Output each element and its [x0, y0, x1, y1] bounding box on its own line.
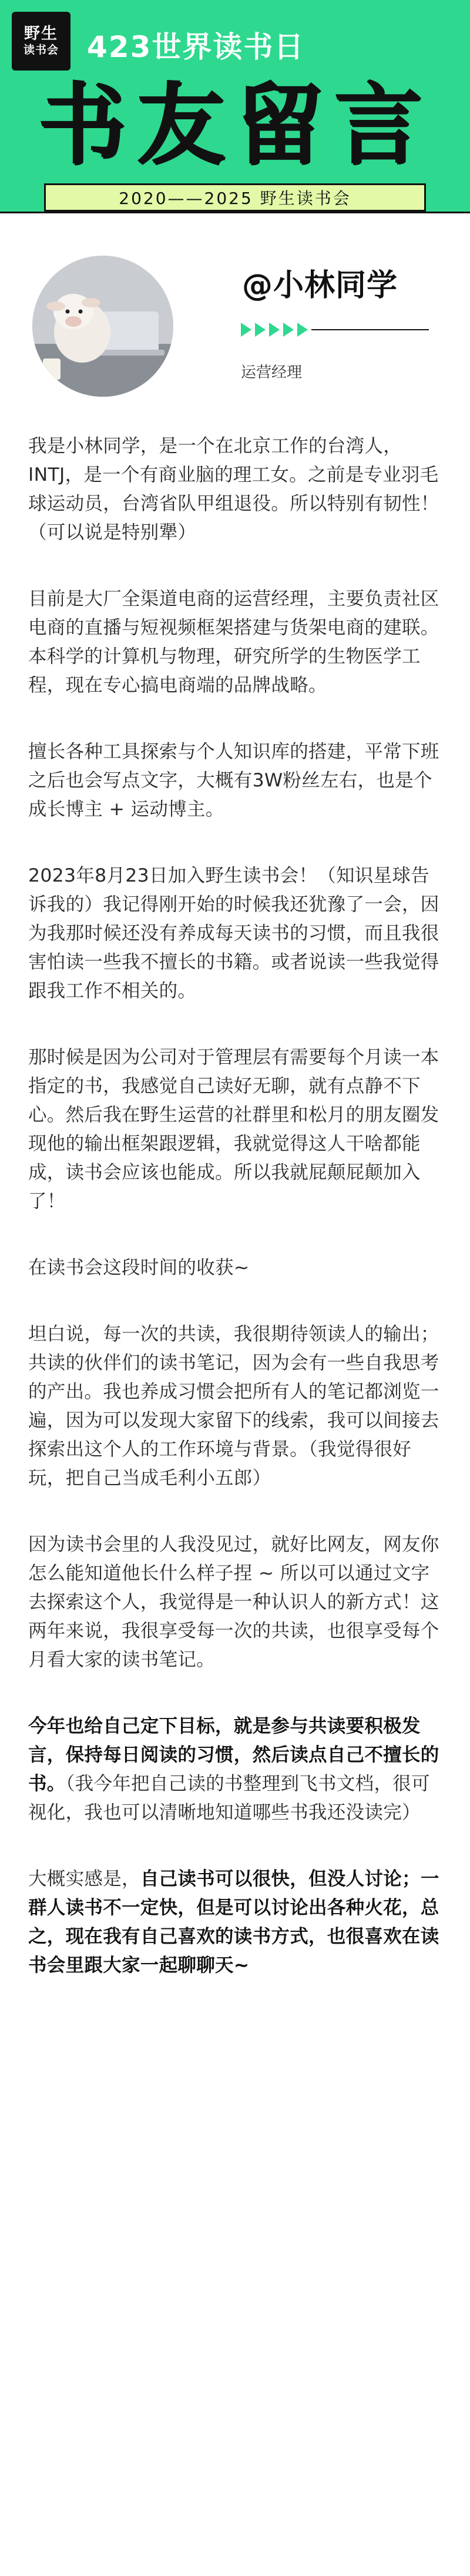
- arrow-icon: [241, 323, 251, 337]
- paragraph-goals: [28, 1712, 446, 1827]
- date-band: 2020——2025 野生读书会: [44, 183, 426, 212]
- goals-bold-text: 今年也给自己定下目标，就是参与共读要积极发言，保持每日阅读的习惯，然后读点自己不擅长的书。: [28, 1716, 439, 1794]
- logo-text-line1: 野生: [24, 24, 58, 43]
- paragraph-job: 目前是大厂全渠道电商的运营经理，主要负责社区电商的直播与短视频框架搭建与货架电商的建联。本科学的计算机与物理，研究所学的生物医学工程，现在专心搞电商端的品牌战略。: [28, 588, 439, 696]
- paragraph-reason: 那时候是因为公司对于管理层有需要每个月读一本指定的书，我感觉自己读好无聊，就有点静不下心。然后我在野生运营的社群里和松月的朋友圈发现他的输出框架跟逻辑，我就觉得这人干啥都能成，读书会应该也能成。所以我就屁颠屁颠加入了！: [28, 1047, 439, 1212]
- header-banner: [0, 0, 470, 213]
- paragraph-gains: 坦白说，每一次的共读，我很期待领读人的输出；共读的伙伴们的读书笔记，因为会有一些自我思考的产出。我也养成习惯会把所有人的笔记都浏览一遍，因为可以发现大家留下的线索，我可以间接去探索出这个人的工作环境与背景。（我觉得很好玩，把自己当成毛利小五郎）: [28, 1324, 439, 1489]
- arrow-icon: [283, 323, 294, 337]
- goals-note-text: （我今年把自己读的书整理到飞书文档，很可视化，我也可以清晰地知道哪些书我还没读完）: [28, 1773, 430, 1823]
- summary-lead-text: 大概实感是，: [28, 1868, 140, 1890]
- paragraph-intro: 我是小林同学，是一个在北京工作的台湾人，INTJ，是一个有商业脑的理工女。之前是专业羽毛球运动员，台湾省队甲组退役。所以特别有韧性！（可以说是特别犟）: [28, 436, 439, 543]
- arrow-icon: [255, 323, 266, 337]
- arrow-icon: [269, 323, 280, 337]
- page-title: 书友留言: [37, 74, 432, 176]
- event-title: 423世界读书日: [87, 30, 305, 64]
- profile-name: @小林同学: [242, 268, 398, 303]
- logo-text-line2: 读书会: [23, 43, 59, 57]
- paragraph-summary: [28, 1865, 446, 1980]
- decorative-arrows: [241, 320, 429, 339]
- avatar-image: [32, 256, 173, 397]
- paragraph-gains-heading: 在读书会这段时间的收获~: [28, 1257, 250, 1278]
- summary-bold-text: 自己读书可以很快，但没人讨论；一群人读书不一定快，但是可以讨论出各种火花，总之，现在我有自己喜欢的读书方式，也很喜欢在读书会里跟大家一起聊聊天~: [28, 1868, 439, 1976]
- paragraph-friends: 因为读书会里的人我没见过，就好比网友，网友你怎么能知道他长什么样子捏 ~ 所以可以通过文字去探索这个人，我觉得是一种认识人的新方式！这两年来说，我很享受每一次的共读，也很享受每个月看大家的读书笔记。: [28, 1534, 439, 1670]
- arrow-icon: [297, 323, 308, 337]
- arrow-divider-line: [311, 329, 429, 330]
- avatar: [32, 256, 173, 397]
- profile-role: 运营经理: [241, 364, 303, 381]
- paragraph-joined: 2023年8月23日加入野生读书会！（知识星球告诉我的）我记得刚开始的时候我还犹豫了一会，因为我那时候还没有养成每天读书的习惯，而且我很害怕读一些我不擅长的书籍。或者说读一些我觉得跟我工作不相关的。: [28, 865, 439, 1001]
- club-logo: [12, 12, 70, 71]
- header-divider: [0, 212, 470, 213]
- paragraph-skills: 擅长各种工具探索与个人知识库的搭建，平常下班之后也会写点文字，大概有3W粉丝左右，也是个成长博主 + 运动博主。: [28, 741, 439, 820]
- message-body: [28, 432, 446, 1980]
